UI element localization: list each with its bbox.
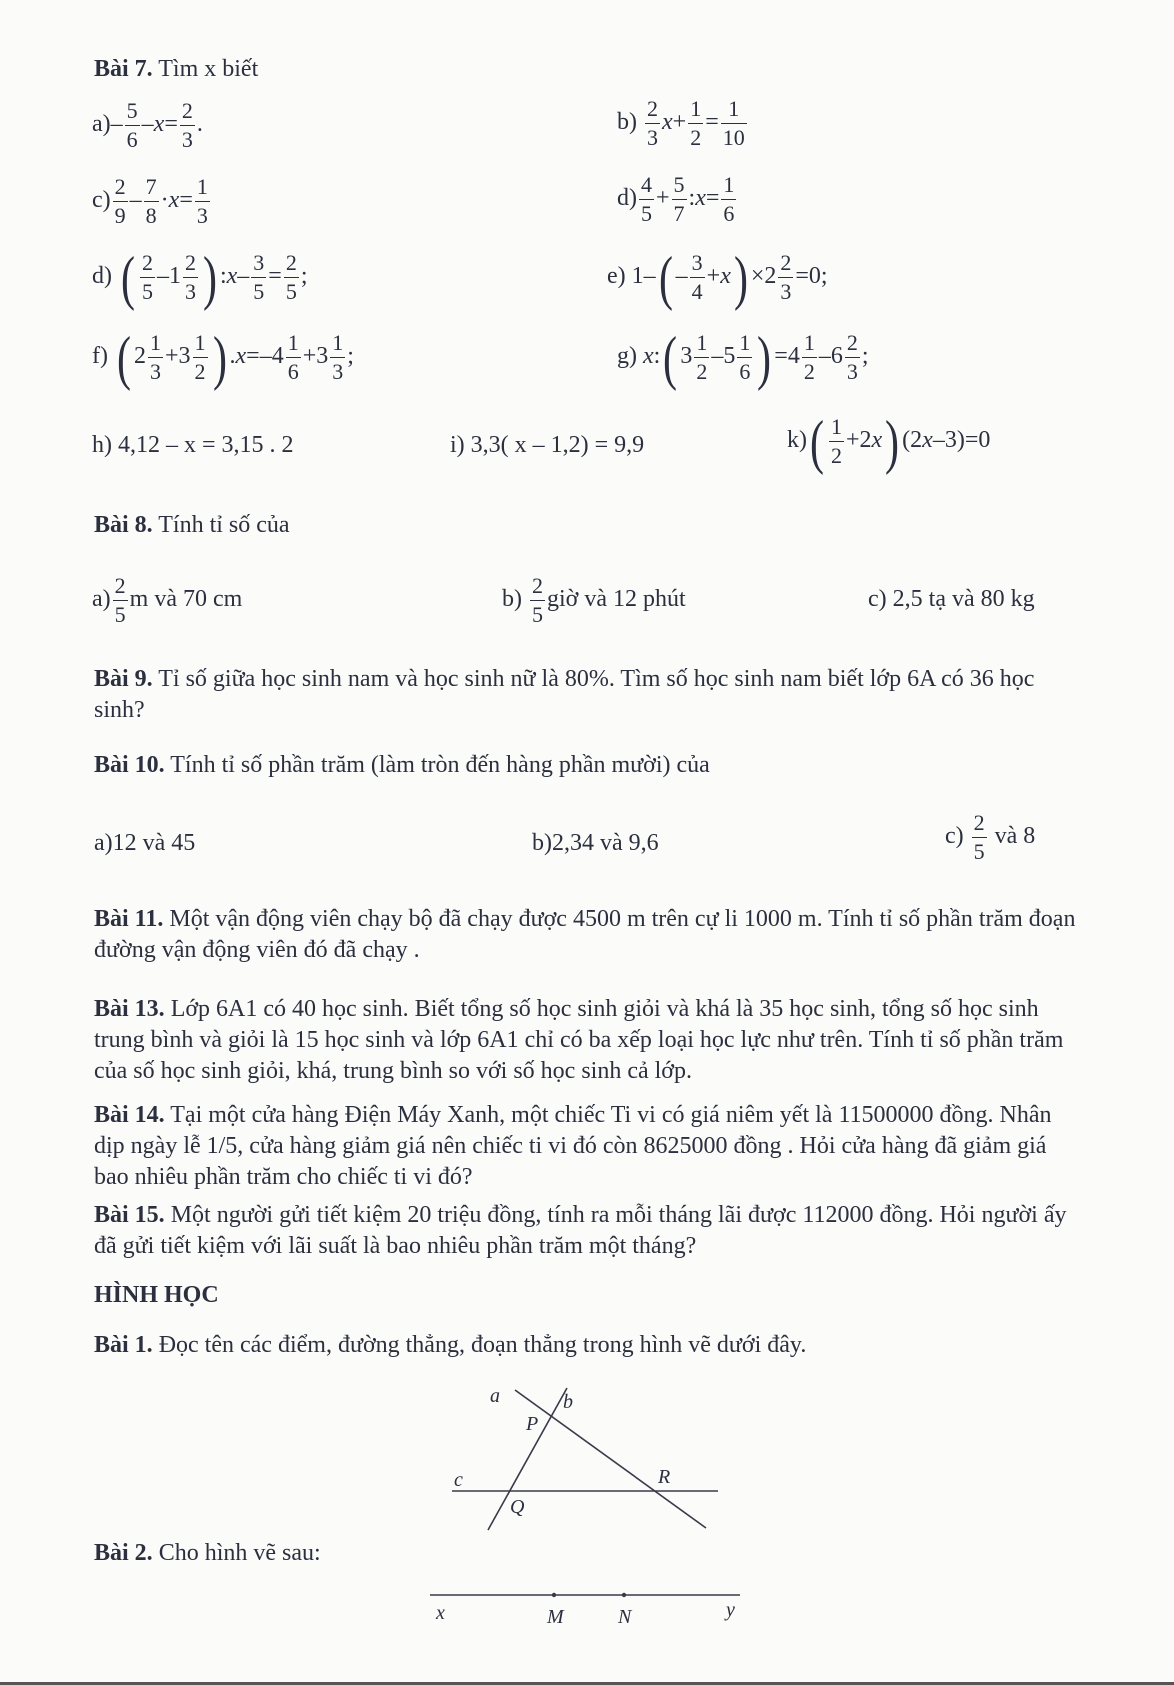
bai10-heading bbox=[94, 752, 710, 779]
bai7-heading bbox=[94, 56, 258, 83]
hh-bai2 bbox=[94, 1540, 321, 1567]
bai7-f-label: f) bbox=[92, 343, 108, 370]
label-N: N bbox=[618, 1606, 632, 1628]
hh-bai1-title: Bài 1. bbox=[94, 1332, 153, 1358]
bai8-c: c) 2,5 tạ và 80 kg bbox=[868, 586, 1035, 612]
label-M: M bbox=[547, 1606, 564, 1628]
hh-bai1-text: Đọc tên các điểm, đường thẳng, đoạn thẳng trong hình vẽ dưới đây. bbox=[152, 1332, 807, 1358]
bai8-a-text: m và 70 cm bbox=[129, 586, 243, 613]
bai13 bbox=[94, 994, 1084, 1087]
bai8-a: a) $\frac{2}{5}$ m và 70 cm bbox=[92, 573, 243, 627]
bai7-f: f) ( 2 $\frac{1}{3}$ +3 $\frac{1}{2}$ ) .x=–4 $\frac{1}{6}$ +3 $\frac{1}{3}$ ; bbox=[92, 324, 354, 391]
bai11-text: Một vận động viên chạy bộ đã chạy được 4500 m trên cự li 1000 m. Tính tỉ số phần trăm đoạn đường vận động viên đó đã chạy . bbox=[94, 906, 1076, 963]
point-M bbox=[552, 1593, 556, 1597]
line-b bbox=[488, 1388, 567, 1530]
bai8-title: Bài 8. bbox=[94, 512, 153, 538]
figure-line-xy bbox=[420, 1578, 750, 1628]
bai7-k: k)( $\frac{1}{2}$ +2x) (2x–3)=0 bbox=[787, 408, 991, 475]
hh-bai2-title: Bài 2. bbox=[94, 1540, 153, 1566]
label-b: b bbox=[563, 1391, 573, 1413]
bai8-a-label: a) bbox=[92, 586, 111, 613]
label-x: x bbox=[436, 1602, 445, 1624]
bai10-b: b)2,34 và 9,6 bbox=[532, 830, 659, 856]
bai7-g-label: g) bbox=[617, 343, 637, 370]
bai9-text: Tỉ số giữa học sinh nam và học sinh nữ là 80%. Tìm số học sinh nam biết lớp 6A có 36 học sinh? bbox=[94, 666, 1035, 723]
bai10-title: Bài 10. bbox=[94, 752, 165, 778]
bai14-title: Bài 14. bbox=[94, 1102, 165, 1128]
bai9-title: Bài 9. bbox=[94, 666, 153, 692]
bai7-title: Bài 7. bbox=[94, 56, 153, 82]
bai8-b: b) $\frac{2}{5}$ giờ và 12 phút bbox=[502, 573, 686, 627]
hh-bai1 bbox=[94, 1332, 806, 1359]
hh-bai2-text: Cho hình vẽ sau: bbox=[152, 1540, 321, 1566]
bai8-prompt: Tính tỉ số của bbox=[152, 512, 290, 538]
bai7-d1: d) $\frac{4}{5}$ + $\frac{5}{7}$ :x= $\frac{1}{6}$ bbox=[617, 172, 735, 226]
bai7-d1-label: d) bbox=[617, 185, 637, 212]
bai8-b-text: giờ và 12 phút bbox=[547, 586, 686, 613]
bai11 bbox=[94, 904, 1084, 966]
bai7-h: h) 4,12 – x = 3,15 . 2 bbox=[92, 432, 294, 458]
bai7-c-label: c) bbox=[92, 187, 111, 214]
bai7-d2-label: d) bbox=[92, 263, 112, 290]
bai7-c: c) $\frac{2}{9}$ – $\frac{7}{8}$ ·x= $\frac{1}{3}$ bbox=[92, 174, 208, 228]
figure-lines-pqr bbox=[440, 1380, 740, 1540]
bai9 bbox=[94, 664, 1084, 726]
label-c: c bbox=[454, 1469, 463, 1491]
bai7-e: e) 1–( – $\frac{3}{4}$ +x) ×2 $\frac{2}{3}$ =0; bbox=[607, 244, 828, 311]
label-y: y bbox=[726, 1599, 735, 1621]
label-Q: Q bbox=[510, 1496, 525, 1518]
hinh-hoc-heading: HÌNH HỌC bbox=[94, 1282, 219, 1308]
bai10-prompt: Tính tỉ số phần trăm (làm tròn đến hàng phần mười) của bbox=[164, 752, 710, 778]
bai15 bbox=[94, 1200, 1084, 1262]
bai10-c-label: c) bbox=[945, 823, 964, 850]
bai15-title: Bài 15. bbox=[94, 1202, 165, 1228]
bai11-title: Bài 11. bbox=[94, 906, 164, 932]
line-a bbox=[515, 1390, 706, 1528]
label-R: R bbox=[658, 1466, 671, 1488]
bai15-text: Một người gửi tiết kiệm 20 triệu đồng, tính ra mỗi tháng lãi được 112000 đồng. Hỏi người ấy đã gửi tiết kiệm với lãi suất là bao nhiêu phần trăm một tháng? bbox=[94, 1202, 1067, 1259]
label-P: P bbox=[526, 1413, 539, 1435]
bai7-a: a)– $\frac{5}{6}$ –x= $\frac{2}{3}$ . bbox=[92, 98, 203, 152]
bai7-b: b) $\frac{2}{3}$ x+ $\frac{1}{2}$ = $\frac{1}{10}$ bbox=[617, 96, 745, 150]
bai10-a: a)12 và 45 bbox=[94, 830, 196, 856]
bai7-g: g) x:( 3 $\frac{1}{2}$ –5 $\frac{1}{6}$ ) =4 $\frac{1}{2}$ –6 $\frac{2}{3}$ ; bbox=[617, 324, 869, 391]
bai7-e-label: e) bbox=[607, 263, 626, 290]
point-N bbox=[622, 1593, 626, 1597]
label-a: a bbox=[490, 1385, 500, 1407]
bai13-title: Bài 13. bbox=[94, 996, 165, 1022]
bai8-b-label: b) bbox=[502, 586, 522, 613]
bai10-c: c) $\frac{2}{5}$ và 8 bbox=[945, 810, 1036, 864]
bai7-b-label: b) bbox=[617, 109, 637, 136]
bai7-prompt: Tìm x biết bbox=[152, 56, 259, 82]
bai10-c-text: và 8 bbox=[994, 823, 1036, 850]
bai13-text: Lớp 6A1 có 40 học sinh. Biết tổng số học sinh giỏi và khá là 35 học sinh, tổng số học sinh trung bình và giỏi là 15 học sinh và lớp 6A1 chỉ có ba xếp loại học lực như trên. Tính tỉ số phần trăm của số học sinh giỏi, khá, trung bình so với số học sinh cả lớp. bbox=[94, 996, 1064, 1084]
bai14-text: Tại một cửa hàng Điện Máy Xanh, một chiếc Ti vi có giá niêm yết là 11500000 đồng. Nhân dịp ngày lễ 1/5, cửa hàng giảm giá nên chiếc ti vi đó còn 8625000 đồng . Hỏi cửa hàng đã giảm giá bao nhiêu phần trăm cho chiếc ti vi đó? bbox=[94, 1102, 1052, 1190]
bai8-heading bbox=[94, 512, 290, 539]
bai7-k-label: k) bbox=[787, 427, 807, 454]
bai14 bbox=[94, 1100, 1084, 1193]
bai7-a-label: a) bbox=[92, 111, 111, 138]
bai7-i: i) 3,3( x – 1,2) = 9,9 bbox=[450, 432, 645, 458]
bai7-d2: d) ( $\frac{2}{5}$ –1 $\frac{2}{3}$ ) :x– $\frac{3}{5}$ = $\frac{2}{5}$ ; bbox=[92, 244, 308, 311]
